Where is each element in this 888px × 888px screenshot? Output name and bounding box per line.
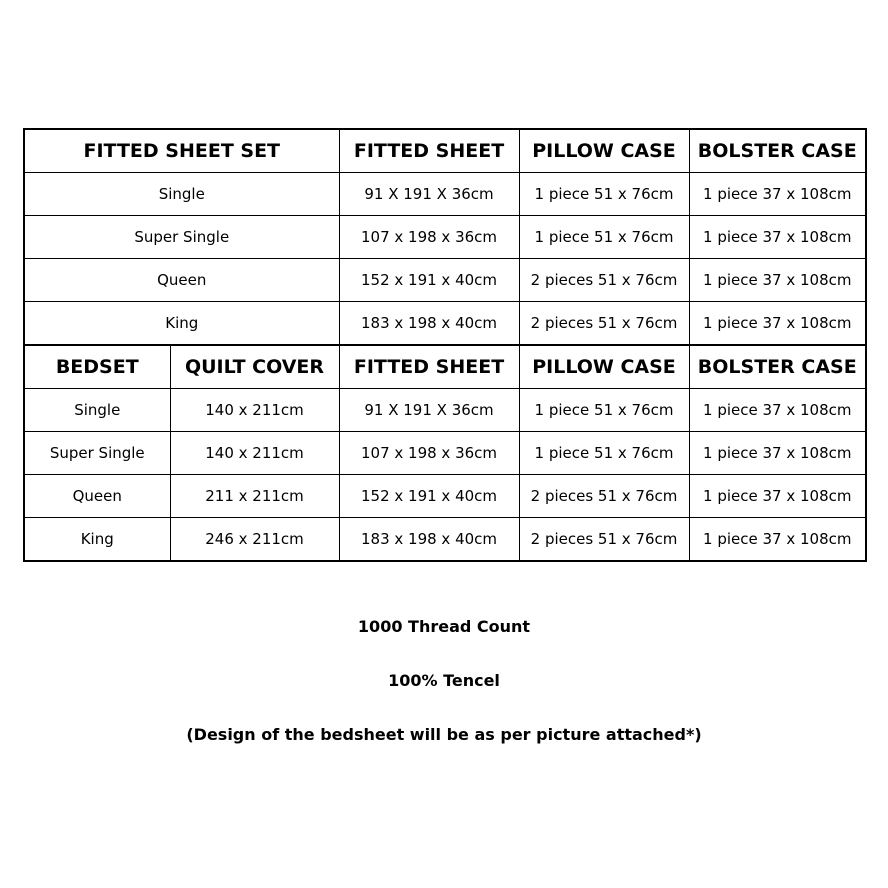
fitted-sheet-set-header-row <box>24 129 866 173</box>
design-note: (Design of the bedsheet will be as per picture attached*) <box>186 725 702 744</box>
pillow-case-cell: 2 pieces 51 x 76cm <box>519 475 689 518</box>
quilt-cover-cell: 211 x 211cm <box>170 475 339 518</box>
table-row <box>24 302 866 346</box>
header-fitted-sheet: FITTED SHEET <box>339 345 519 389</box>
header-quilt-cover: QUILT COVER <box>170 345 339 389</box>
pillow-case-cell: 1 piece 51 x 76cm <box>519 432 689 475</box>
size-cell: Single <box>24 173 339 216</box>
bolster-case-cell: 1 piece 37 x 108cm <box>689 432 866 475</box>
table-row <box>24 475 866 518</box>
product-notes <box>0 612 888 774</box>
fitted-sheet-cell: 183 x 198 x 40cm <box>339 518 519 562</box>
thread-count-note: 1000 Thread Count <box>357 617 531 636</box>
bolster-case-cell: 1 piece 37 x 108cm <box>689 173 866 216</box>
table-row <box>24 259 866 302</box>
size-cell: Super Single <box>24 432 170 475</box>
bolster-case-cell: 1 piece 37 x 108cm <box>689 389 866 432</box>
header-pillow-case: PILLOW CASE <box>519 129 689 173</box>
table-row <box>24 173 866 216</box>
pillow-case-cell: 2 pieces 51 x 76cm <box>519 518 689 562</box>
fitted-sheet-cell: 91 X 191 X 36cm <box>339 389 519 432</box>
fitted-sheet-cell: 152 x 191 x 40cm <box>339 259 519 302</box>
quilt-cover-cell: 140 x 211cm <box>170 432 339 475</box>
header-pillow-case: PILLOW CASE <box>519 345 689 389</box>
fitted-sheet-cell: 183 x 198 x 40cm <box>339 302 519 346</box>
header-bolster-case: BOLSTER CASE <box>689 129 866 173</box>
quilt-cover-cell: 246 x 211cm <box>170 518 339 562</box>
bolster-case-cell: 1 piece 37 x 108cm <box>689 216 866 259</box>
pillow-case-cell: 1 piece 51 x 76cm <box>519 216 689 259</box>
fitted-sheet-cell: 107 x 198 x 36cm <box>339 216 519 259</box>
header-bolster-case: BOLSTER CASE <box>689 345 866 389</box>
size-cell: Single <box>24 389 170 432</box>
header-bedset: BEDSET <box>24 345 170 389</box>
fitted-sheet-cell: 152 x 191 x 40cm <box>339 475 519 518</box>
size-cell: Queen <box>24 259 339 302</box>
material-note: 100% Tencel <box>388 671 500 690</box>
size-cell: King <box>24 518 170 562</box>
pillow-case-cell: 1 piece 51 x 76cm <box>519 173 689 216</box>
header-fitted-sheet: FITTED SHEET <box>339 129 519 173</box>
pillow-case-cell: 2 pieces 51 x 76cm <box>519 302 689 346</box>
table-row <box>24 518 866 562</box>
bolster-case-cell: 1 piece 37 x 108cm <box>689 518 866 562</box>
size-cell: King <box>24 302 339 346</box>
table-row <box>24 432 866 475</box>
header-fitted-sheet-set: FITTED SHEET SET <box>24 129 339 173</box>
fitted-sheet-cell: 107 x 198 x 36cm <box>339 432 519 475</box>
bolster-case-cell: 1 piece 37 x 108cm <box>689 302 866 346</box>
size-cell: Queen <box>24 475 170 518</box>
bolster-case-cell: 1 piece 37 x 108cm <box>689 475 866 518</box>
table-row <box>24 389 866 432</box>
size-cell: Super Single <box>24 216 339 259</box>
pillow-case-cell: 1 piece 51 x 76cm <box>519 389 689 432</box>
table-row <box>24 216 866 259</box>
fitted-sheet-cell: 91 X 191 X 36cm <box>339 173 519 216</box>
pillow-case-cell: 2 pieces 51 x 76cm <box>519 259 689 302</box>
bedset-header-row <box>24 345 866 389</box>
bolster-case-cell: 1 piece 37 x 108cm <box>689 259 866 302</box>
size-table <box>23 128 867 562</box>
quilt-cover-cell: 140 x 211cm <box>170 389 339 432</box>
